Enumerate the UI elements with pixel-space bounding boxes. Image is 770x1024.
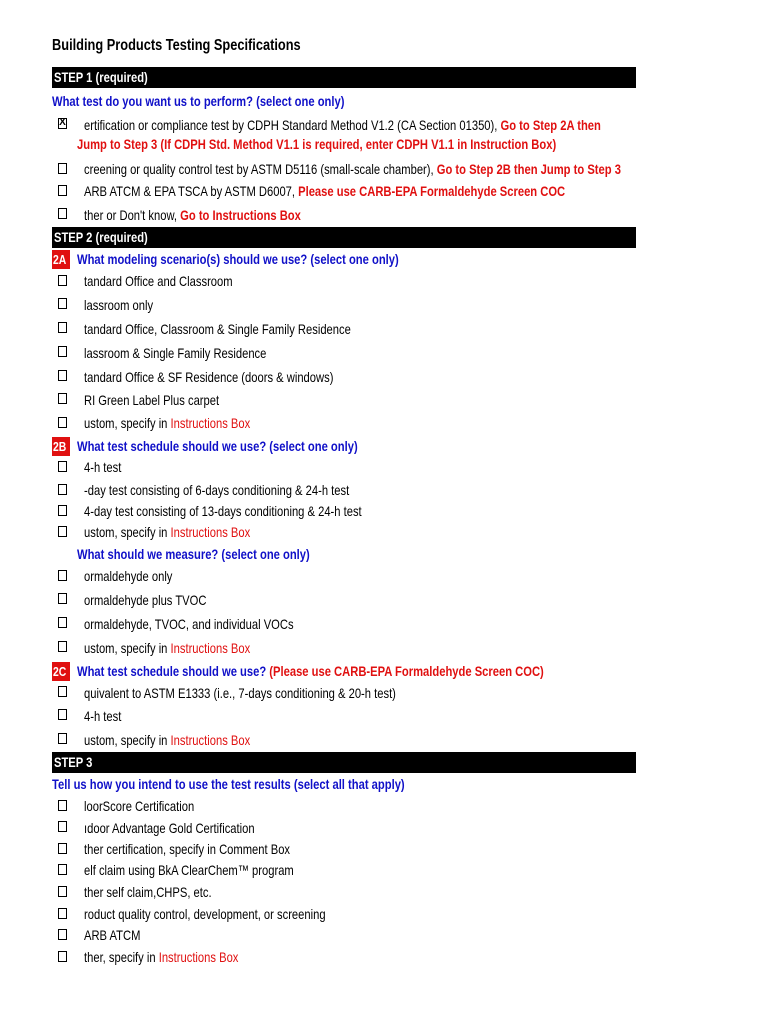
step2a-option-7-checkbox[interactable]: [58, 417, 67, 428]
step1-option-3-label: ARB ATCM & EPA TSCA by ASTM D6007, Please use CARB-EPA Formaldehyde Screen COC: [84, 183, 566, 199]
step1-option-1-label: ertification or compliance test by CDPH Standard Method V1.2 (CA Section 01350), Go to Step 2A then: [84, 117, 601, 133]
step3-option-4-label: elf claim using BkA ClearChem™ program: [84, 862, 294, 878]
step2b-measure-option-1-label: ormaldehyde only: [84, 568, 173, 584]
step3-option-3-label: ther certification, specify in Comment Box: [84, 841, 291, 857]
step2a-option-3-checkbox[interactable]: [58, 322, 67, 333]
step3-option-7-checkbox[interactable]: [58, 929, 67, 940]
step1-option-1-checkbox[interactable]: X: [59, 117, 66, 128]
step2b-option-1-label: 4-h test: [84, 459, 122, 475]
step2c-option-3-label: ustom, specify in Instructions Box: [84, 732, 251, 748]
step2b-measure-option-4-checkbox[interactable]: [58, 641, 67, 652]
page-title: Building Products Testing Specifications: [52, 37, 301, 54]
step2c-option-1-label: quivalent to ASTM E1333 (i.e., 7-days conditioning & 20-h test): [84, 685, 396, 701]
step3-option-1-label: loorScore Certification: [84, 798, 195, 814]
step3-option-6-label: roduct quality control, development, or screening: [84, 906, 326, 922]
step1-option-4-checkbox[interactable]: [58, 208, 67, 219]
step2b-question: What test schedule should we use? (select one only): [77, 438, 358, 454]
step2a-option-1-label: tandard Office and Classroom: [84, 273, 233, 289]
step2b-measure-option-3-checkbox[interactable]: [58, 617, 67, 628]
step2a-option-5-label: tandard Office & SF Residence (doors & windows): [84, 369, 334, 385]
step2b-option-2-checkbox[interactable]: [58, 484, 67, 495]
step2a-option-5-checkbox[interactable]: [58, 370, 67, 381]
step3-option-3-checkbox[interactable]: [58, 843, 67, 854]
step2b-option-4-label: ustom, specify in Instructions Box: [84, 524, 251, 540]
step2c-option-1-checkbox[interactable]: [58, 686, 67, 697]
step1-header: STEP 1 (required): [52, 67, 636, 88]
step1-question: What test do you want us to perform? (select one only): [52, 93, 345, 109]
step2c-question: What test schedule should we use? (Please use CARB-EPA Formaldehyde Screen COC): [77, 663, 544, 679]
step3-question: Tell us how you intend to use the test results (select all that apply): [52, 776, 405, 792]
step3-option-5-checkbox[interactable]: [58, 886, 67, 897]
step1-option-3-checkbox[interactable]: [58, 185, 67, 196]
step3-option-7-label: ARB ATCM: [84, 927, 141, 943]
step2c-tag: 2C: [52, 662, 70, 681]
step2a-option-6-label: RI Green Label Plus carpet: [84, 392, 220, 408]
step2a-option-6-checkbox[interactable]: [58, 393, 67, 404]
step2b-option-2-label: -day test consisting of 6-days conditioning & 24-h test: [84, 482, 350, 498]
step3-option-8-checkbox[interactable]: [58, 951, 67, 962]
step1-option-2-checkbox[interactable]: [58, 163, 67, 174]
step3-header: STEP 3: [52, 752, 636, 773]
step2b-option-1-checkbox[interactable]: [58, 461, 67, 472]
step2a-option-1-checkbox[interactable]: [58, 275, 67, 286]
step2c-option-3-checkbox[interactable]: [58, 733, 67, 744]
step2b-measure-option-2-checkbox[interactable]: [58, 593, 67, 604]
step3-option-2-label: ıdoor Advantage Gold Certification: [84, 820, 255, 836]
step2c-option-2-label: 4-h test: [84, 708, 122, 724]
step3-option-2-checkbox[interactable]: [58, 821, 67, 832]
step3-option-6-checkbox[interactable]: [58, 908, 67, 919]
step3-option-1-checkbox[interactable]: [58, 800, 67, 811]
step3-option-5-label: ther self claim,CHPS, etc.: [84, 884, 212, 900]
step3-option-8-label: ther, specify in Instructions Box: [84, 949, 239, 965]
step2a-option-4-label: lassroom & Single Family Residence: [84, 345, 267, 361]
step2b-measure-option-4-label: ustom, specify in Instructions Box: [84, 640, 251, 656]
step2a-option-2-label: lassroom only: [84, 297, 154, 313]
step1-option-1-label-line2: Jump to Step 3 (If CDPH Std. Method V1.1 is required, enter CDPH V1.1 in Instruction Box): [77, 136, 557, 152]
step2a-option-3-label: tandard Office, Classroom & Single Family Residence: [84, 321, 351, 337]
step2b-option-3-label: 4-day test consisting of 13-days conditioning & 24-h test: [84, 503, 362, 519]
step2a-option-4-checkbox[interactable]: [58, 346, 67, 357]
step2b-option-3-checkbox[interactable]: [58, 505, 67, 516]
step2a-tag: 2A: [52, 250, 70, 269]
step2b-measure-option-2-label: ormaldehyde plus TVOC: [84, 592, 207, 608]
step2b-measure-option-1-checkbox[interactable]: [58, 570, 67, 581]
step2a-question: What modeling scenario(s) should we use? (select one only): [77, 251, 399, 267]
step1-option-2-label: creening or quality control test by ASTM D5116 (small-scale chamber), Go to Step 2B then Jump to Step 3: [84, 161, 621, 177]
step2a-option-2-checkbox[interactable]: [58, 298, 67, 309]
step2c-option-2-checkbox[interactable]: [58, 709, 67, 720]
step2b-option-4-checkbox[interactable]: [58, 526, 67, 537]
step1-option-4-label: ther or Don't know, Go to Instructions Box: [84, 207, 301, 223]
step2b-measure-option-3-label: ormaldehyde, TVOC, and individual VOCs: [84, 616, 294, 632]
step2b-tag: 2B: [52, 437, 70, 456]
step3-option-4-checkbox[interactable]: [58, 864, 67, 875]
step2-header: STEP 2 (required): [52, 227, 636, 248]
step2a-option-7-label: ustom, specify in Instructions Box: [84, 415, 251, 431]
step2b-measure-question: What should we measure? (select one only): [77, 546, 310, 562]
